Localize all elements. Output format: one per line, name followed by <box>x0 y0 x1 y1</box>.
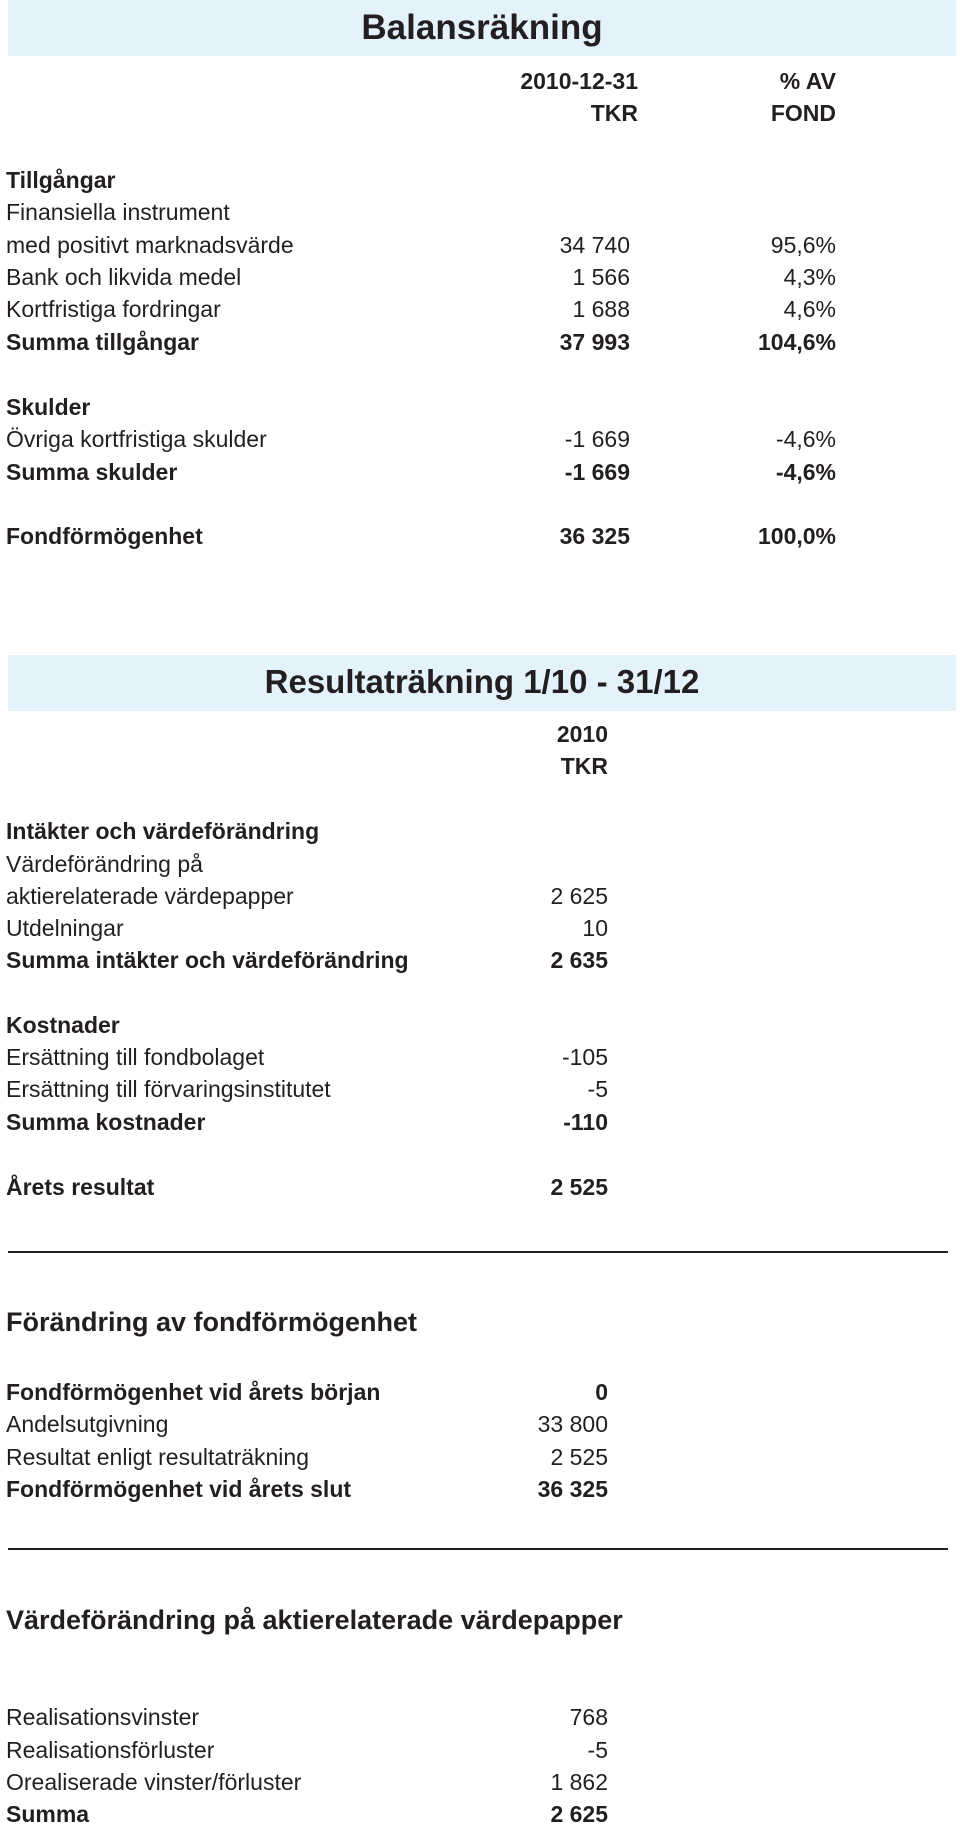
balans-col2-bottom: FOND <box>770 100 836 126</box>
section-divider <box>8 1548 948 1550</box>
balans-summa-skulder-pct: -4,6% <box>775 459 836 485</box>
balans-row-label: Övriga kortfristiga skulder <box>6 426 267 452</box>
forandring-row-label: Resultat enligt resultaträkning <box>6 1444 309 1470</box>
section-divider <box>8 1251 948 1253</box>
forandring-row-label: Fondförmögenhet vid årets slut <box>6 1476 352 1502</box>
balans-row-tkr: -1 669 <box>564 426 630 452</box>
vardeforandring-row-value: 768 <box>569 1704 608 1730</box>
balans-summa-tillgangar-tkr: 37 993 <box>559 329 630 355</box>
balans-fondformogenhet-tkr: 36 325 <box>559 523 630 549</box>
forandring-row-value: 33 800 <box>537 1411 608 1437</box>
resultat-row-value: 10 <box>582 915 608 941</box>
forandring-row-value: 0 <box>595 1379 608 1405</box>
balans-summa-tillgangar-pct: 104,6% <box>757 329 836 355</box>
balans-title: Balansräkning <box>361 8 603 47</box>
balans-row-pct: 4,3% <box>783 264 836 290</box>
balans-row-label: Kortfristiga fordringar <box>6 296 221 322</box>
balans-col2-top: % AV <box>779 68 836 94</box>
balans-row-tkr: 1 566 <box>572 264 630 290</box>
vardeforandring-summa-label: Summa <box>6 1801 90 1827</box>
vardeforandring-row-value: -5 <box>587 1737 608 1763</box>
balans-col1-date: 2010-12-31 <box>520 68 638 94</box>
resultat-row-label: Värdeförändring på <box>6 851 203 877</box>
balans-summa-tillgangar-label: Summa tillgångar <box>6 329 199 355</box>
balans-tillgangar-heading: Tillgångar <box>6 167 116 193</box>
resultat-summa-intakter-label: Summa intäkter och värdeförändring <box>6 947 409 973</box>
resultat-row-value: -105 <box>561 1044 608 1070</box>
balans-col1-unit: TKR <box>590 100 638 126</box>
resultat-title: Resultaträkning 1/10 - 31/12 <box>264 663 700 700</box>
resultat-kostnader-heading: Kostnader <box>6 1012 120 1038</box>
resultat-row-value: 2 625 <box>550 883 608 909</box>
balans-row-label: med positivt marknadsvärde <box>6 232 294 258</box>
resultat-row-label: Utdelningar <box>6 915 124 941</box>
vardeforandring-row-label: Orealiserade vinster/förluster <box>6 1769 302 1795</box>
balans-fondformogenhet-label: Fondförmögenhet <box>6 523 203 549</box>
resultat-row-label: aktierelaterade värdepapper <box>6 883 294 909</box>
balans-skulder-heading: Skulder <box>6 394 91 420</box>
vardeforandring-row-label: Realisationsförluster <box>6 1737 215 1763</box>
balans-row-label: Finansiella instrument <box>6 199 230 225</box>
balans-fondformogenhet-pct: 100,0% <box>757 523 836 549</box>
balans-row-pct: 4,6% <box>783 296 836 322</box>
balans-row-pct: 95,6% <box>770 232 836 258</box>
vardeforandring-title: Värdeförändring på aktierelaterade värdepapper <box>6 1605 623 1635</box>
resultat-col-year: 2010 <box>556 721 608 747</box>
vardeforandring-row-value: 1 862 <box>550 1769 608 1795</box>
resultat-row-value: -5 <box>587 1076 608 1102</box>
balans-row-label: Bank och likvida medel <box>6 264 242 290</box>
forandring-title: Förändring av fondförmögenhet <box>6 1307 417 1337</box>
forandring-row-label: Fondförmögenhet vid årets början <box>6 1379 381 1405</box>
resultat-summa-intakter-value: 2 635 <box>550 947 608 973</box>
resultat-summa-kostnader-label: Summa kostnader <box>6 1109 206 1135</box>
resultat-intakter-heading: Intäkter och värdeförändring <box>6 818 320 844</box>
resultat-arets-resultat-label: Årets resultat <box>6 1174 155 1200</box>
balans-row-pct: -4,6% <box>775 426 836 452</box>
resultat-row-label: Ersättning till fondbolaget <box>6 1044 265 1070</box>
resultat-row-label: Ersättning till förvaringsinstitutet <box>6 1076 331 1102</box>
balans-row-tkr: 1 688 <box>572 296 630 322</box>
forandring-row-label: Andelsutgivning <box>6 1411 169 1437</box>
vardeforandring-row-label: Realisationsvinster <box>6 1704 200 1730</box>
balans-row-tkr: 34 740 <box>559 232 630 258</box>
balans-summa-skulder-label: Summa skulder <box>6 459 178 485</box>
forandring-row-value: 2 525 <box>550 1444 608 1470</box>
vardeforandring-summa-value: 2 625 <box>550 1801 608 1827</box>
resultat-arets-resultat-value: 2 525 <box>550 1174 608 1200</box>
resultat-summa-kostnader-value: -110 <box>563 1109 608 1135</box>
forandring-row-value: 36 325 <box>537 1476 608 1502</box>
resultat-col-unit: TKR <box>560 753 608 779</box>
balans-summa-skulder-tkr: -1 669 <box>564 459 630 485</box>
